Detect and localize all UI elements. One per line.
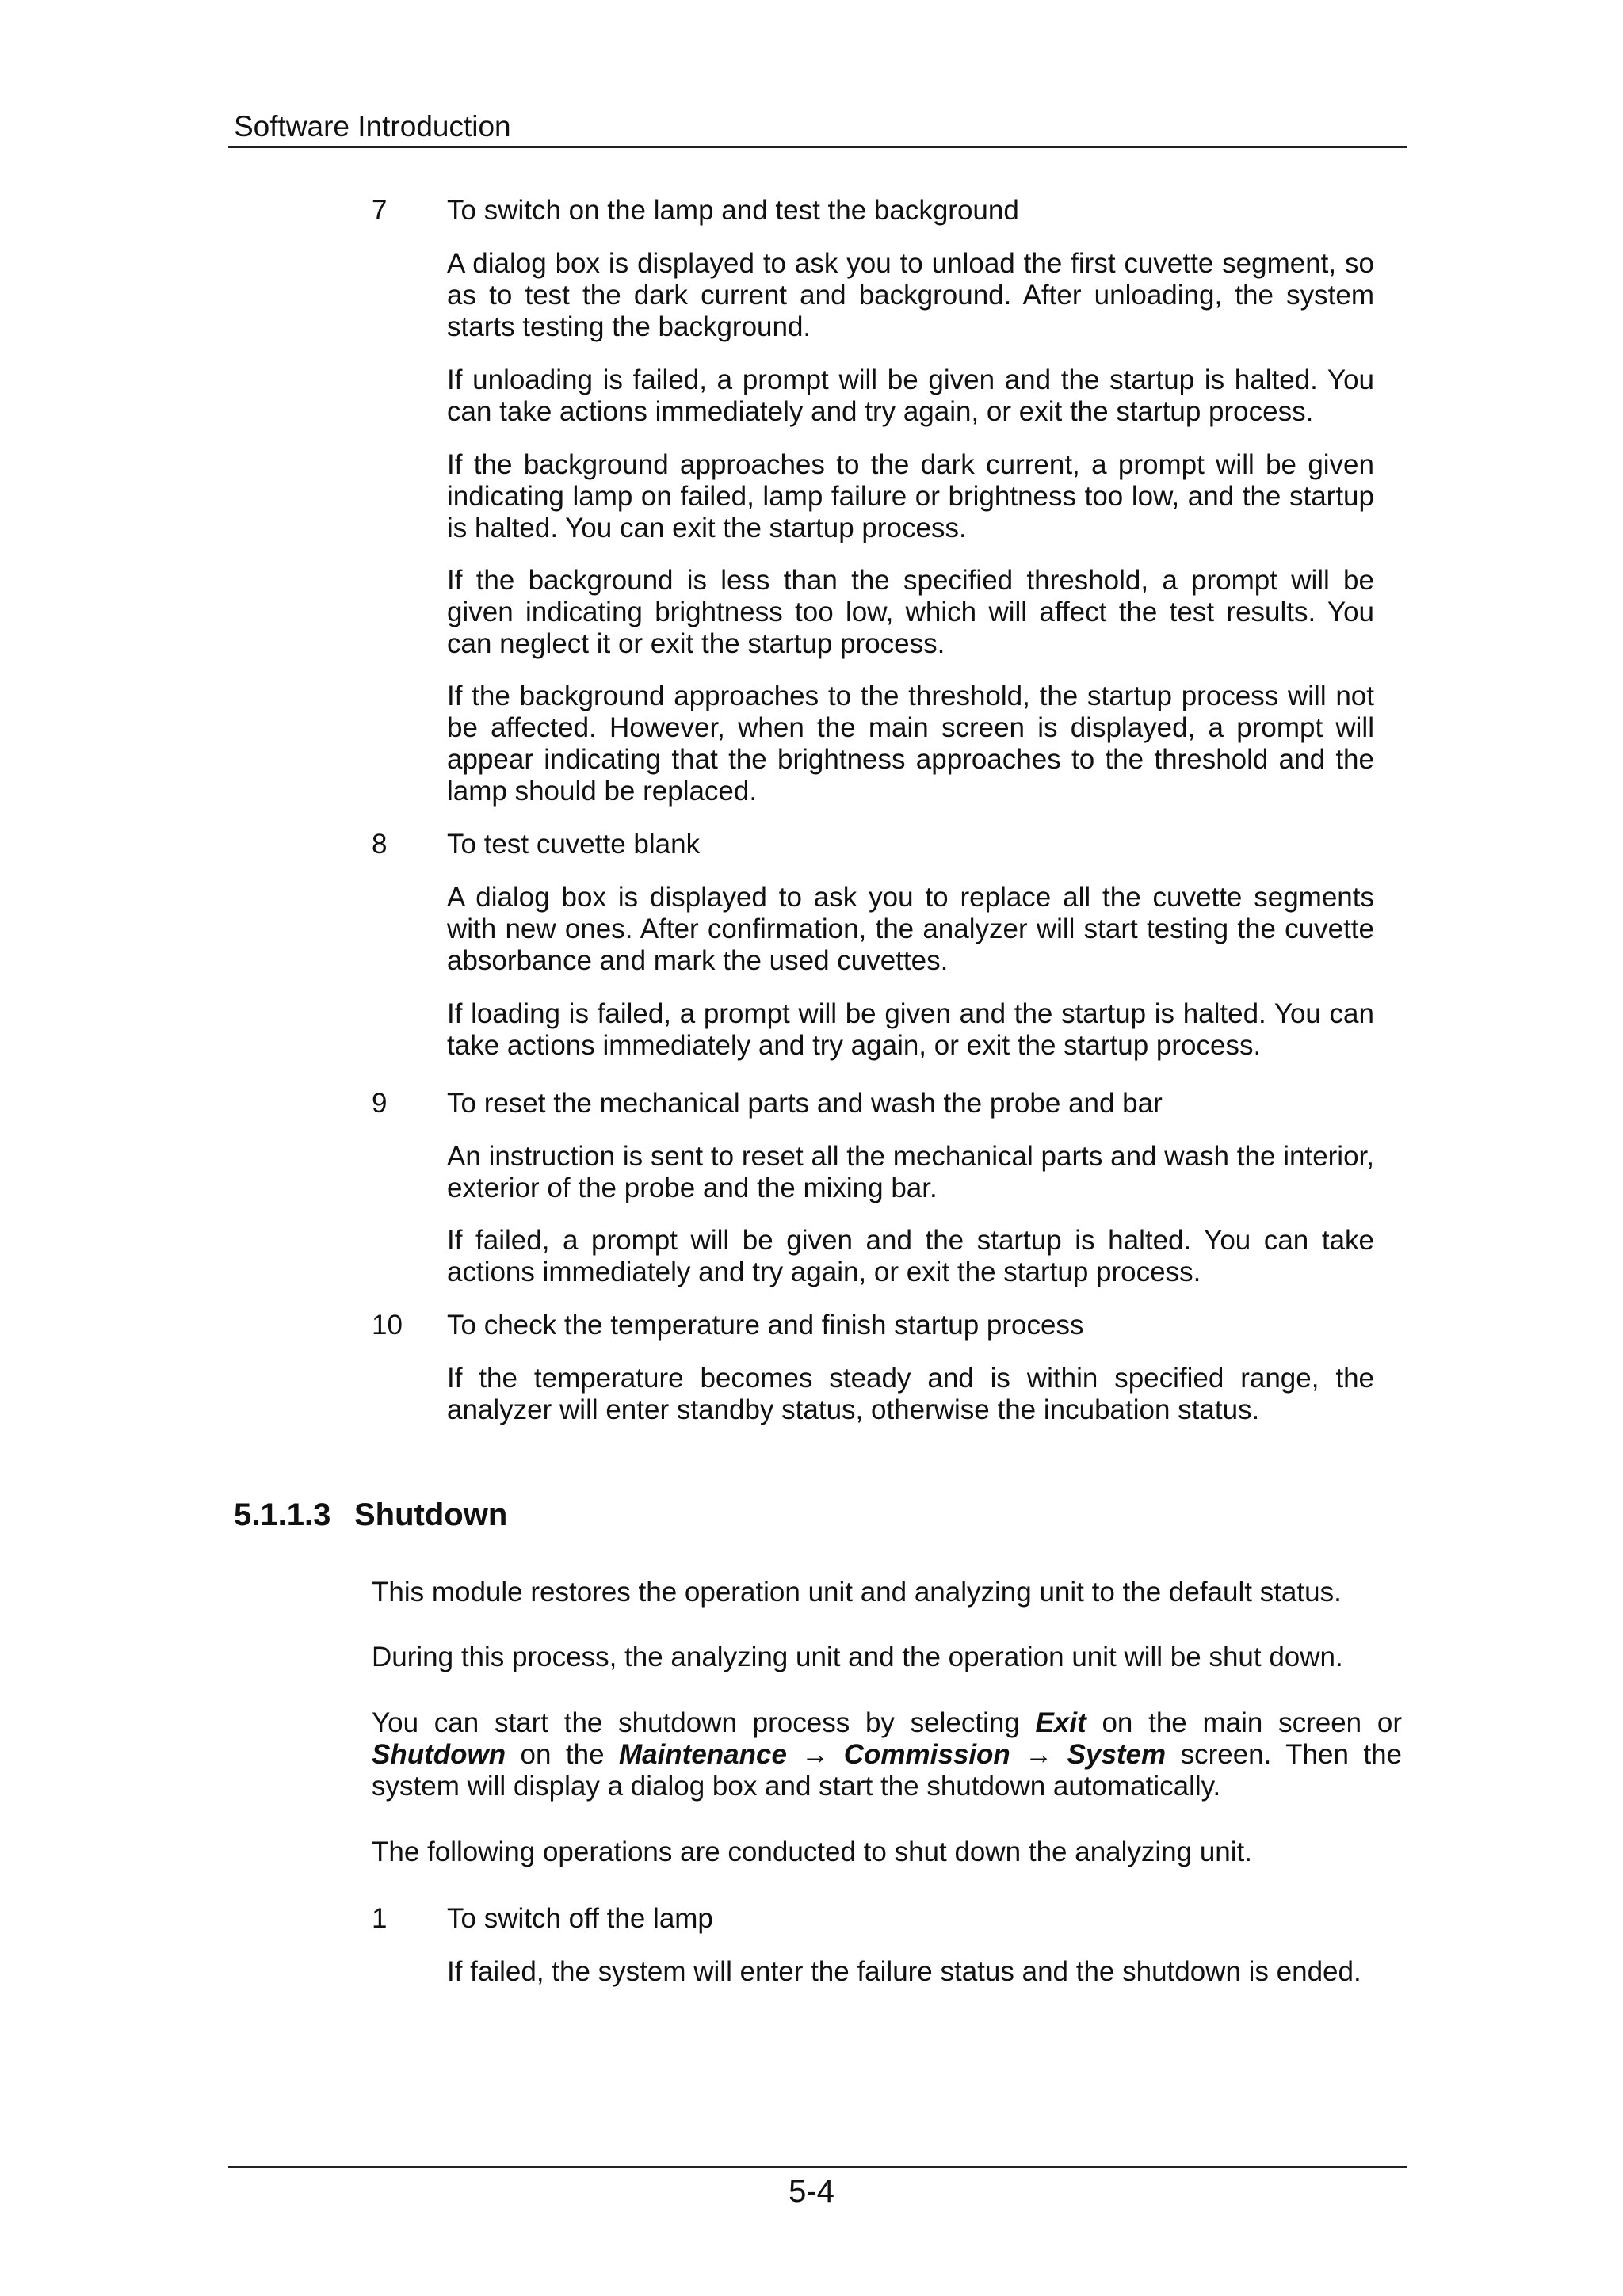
section-heading [234,1496,507,1534]
ui-term-maintenance: Maintenance [618,1739,787,1770]
ui-term-exit: Exit [1035,1707,1086,1738]
text-run: on the [506,1739,619,1770]
step-title: To check the temperature and finish startup process [447,1310,1084,1341]
step-paragraph: If the background approaches to the threshold, the startup process will not be affected. However, when the main screen is displayed, a prompt will appear indicating that the brightness approaches to the threshold and the lamp should be replaced. [447,681,1374,807]
step-paragraph: If failed, a prompt will be given and the startup is halted. You can take actions immediately and try again, or exit the startup process. [447,1225,1374,1287]
text-run: You can start the shutdown process by selecting [372,1707,1036,1738]
step-number: 10 [372,1310,403,1341]
ui-term-commission: Commission [843,1739,1010,1770]
section-paragraph: During this process, the analyzing unit and the operation unit will be shut down. [372,1642,1343,1672]
text-run: on the main screen or [1086,1707,1402,1738]
section-paragraph: This module restores the operation unit and analyzing unit to the default status. [372,1577,1342,1608]
step-title: To switch off the lamp [447,1903,713,1934]
header-rule [228,146,1407,148]
step-title: To reset the mechanical parts and wash the probe and bar [447,1088,1163,1119]
step-title: To switch on the lamp and test the background [447,195,1019,226]
step-paragraph: An instruction is sent to reset all the mechanical parts and wash the interior, exterior of the probe and the mixing bar. [447,1141,1374,1203]
arrow-separator: → [786,1739,844,1770]
step-paragraph: If the temperature becomes steady and is within specified range, the analyzer will enter standby status, otherwise the incubation status. [447,1363,1374,1425]
step-paragraph: If the background is less than the specified threshold, a prompt will be given indicating brightness too low, which will affect the test results. You can neglect it or exit the startup process. [447,565,1374,659]
step-paragraph: If the background approaches to the dark current, a prompt will be given indicating lamp on failed, lamp failure or brightness too low, and the startup is halted. You can exit the startup process. [447,449,1374,543]
page-number: 5-4 [789,2174,834,2209]
step-paragraph: A dialog box is displayed to ask you to replace all the cuvette segments with new ones. After confirmation, the analyzer will start testing the cuvette absorbance and mark the used cuvettes. [447,882,1374,976]
ui-term-shutdown: Shutdown [372,1739,506,1770]
step-paragraph: If failed, the system will enter the failure status and the shutdown is ended. [447,1956,1361,1987]
section-paragraph: The following operations are conducted to shut down the analyzing unit. [372,1836,1252,1867]
step-number: 8 [372,829,388,860]
section-paragraph-shutdown-path [372,1707,1402,1802]
ui-term-system: System [1067,1739,1167,1770]
text-run: screen. Then the system will display a dialog box and start the shutdown automatically. [372,1739,1402,1802]
section-number: 5.1.1.3 [234,1497,331,1532]
step-paragraph: If unloading is failed, a prompt will be given and the startup is halted. You can take actions immediately and try again, or exit the startup process. [447,364,1374,427]
step-title: To test cuvette blank [447,829,701,860]
arrow-separator: → [1010,1739,1067,1770]
step-paragraph: If loading is failed, a prompt will be given and the startup is halted. You can take actions immediately and try again, or exit the startup process. [447,998,1374,1061]
running-header: Software Introduction [234,110,511,143]
section-title: Shutdown [354,1497,508,1532]
footer-rule [228,2166,1407,2168]
step-number: 1 [372,1903,388,1934]
step-number: 7 [372,195,388,226]
step-paragraph: A dialog box is displayed to ask you to unload the first cuvette segment, so as to test the dark current and background. After unloading, the system starts testing the background. [447,248,1374,342]
step-number: 9 [372,1088,388,1119]
